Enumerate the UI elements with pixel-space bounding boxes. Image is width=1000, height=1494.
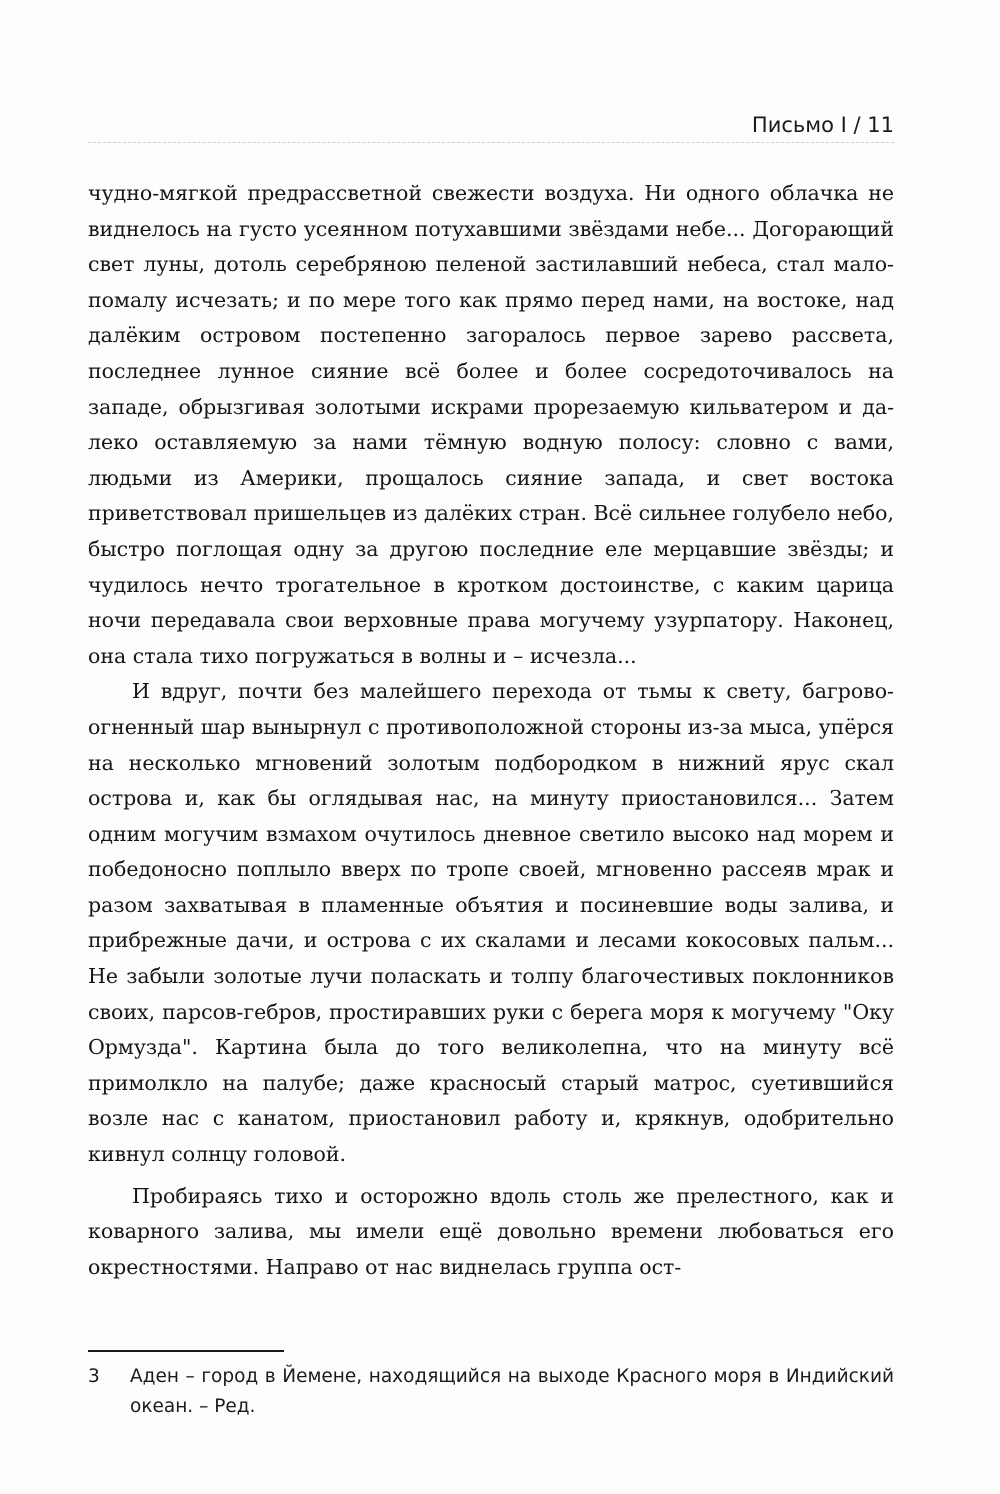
paragraph-gulf: Пробираясь тихо и осторожно вдоль столь же прелестного, как и коварного залива, мы имели ещё довольно времени любоваться его окрестностями. Направо от нас виднелась группа ост- [88, 1183, 894, 1279]
footnote [88, 1362, 894, 1422]
running-head: Письмо I / 11 [88, 108, 894, 143]
footnote-divider [88, 1350, 284, 1352]
paragraph-sunrise: И вдруг, почти без малейшего перехода от тьмы к свету, багрово-огненный шар вынырнул с противоположной стороны из-за мыса, упёрся на несколько мгновений золотым подбородком в нижний ярус скал острова и, как бы оглядывая нас, на минуту приостановился... Затем одним могучим взмахом очутилось дневное светило высоко над морем и победоносно поплыло вверх по тропе своей, мгновенно рассеяв мрак и разом захватывая в пламенные объятия и посиневшие воды залива, и прибрежные дачи, и острова с их скалами и лесами кокосовых пальм... Не забыли золотые лучи поласкать и толпу благочестивых поклонников своих, парсов-гебров, простиравших руки с берега моря к могучему "Оку Ормузда". Картина была до того великолепна, что на минуту всё примолкло на палубе; даже красносый старый матрос, суетившийся возле нас с канатом, приостановил работу и, крякнув, одобрительно кивнул солнцу головой. [88, 679, 894, 1167]
footnote-text: Аден – город в Йемене, находящийся на выходе Красного моря в Индийский океан. – Ред. [130, 1366, 894, 1417]
body-text [88, 176, 894, 1285]
paragraph-continued: чудно-мягкой предрассветной свежести воздуха. Ни одного облачка не виднелось на густо усеянном потухавшими звёздами небе... Догорающий свет луны, дотоль серебряною пеленой застилавший небеса, стал мало-помалу исчезать; и по мере того как прямо перед нами, на востоке, над далёким островом постепенно загоралось первое зарево рассвета, последнее лунное сияние всё более и более сосредоточивалось на западе, обрызгивая золотыми искрами прорезаемую кильватером и далеко оставляемую за нами тёмную водную полосу: словно с вами, людьми из Америки, прощалось сияние запада, и свет востока приветствовал пришельцев из далёких стран. Всё сильнее голубело небо, быстро поглощая одну за другою последние еле мерцавшие звёзды; и чудилось нечто трогательное в кротком достоинстве, с каким царица ночи передавала свои верховные права могучему узурпатору. Наконец, она стала тихо погружаться в волны и – исчезла... [88, 181, 894, 668]
footnote-number: 3 [88, 1366, 100, 1387]
